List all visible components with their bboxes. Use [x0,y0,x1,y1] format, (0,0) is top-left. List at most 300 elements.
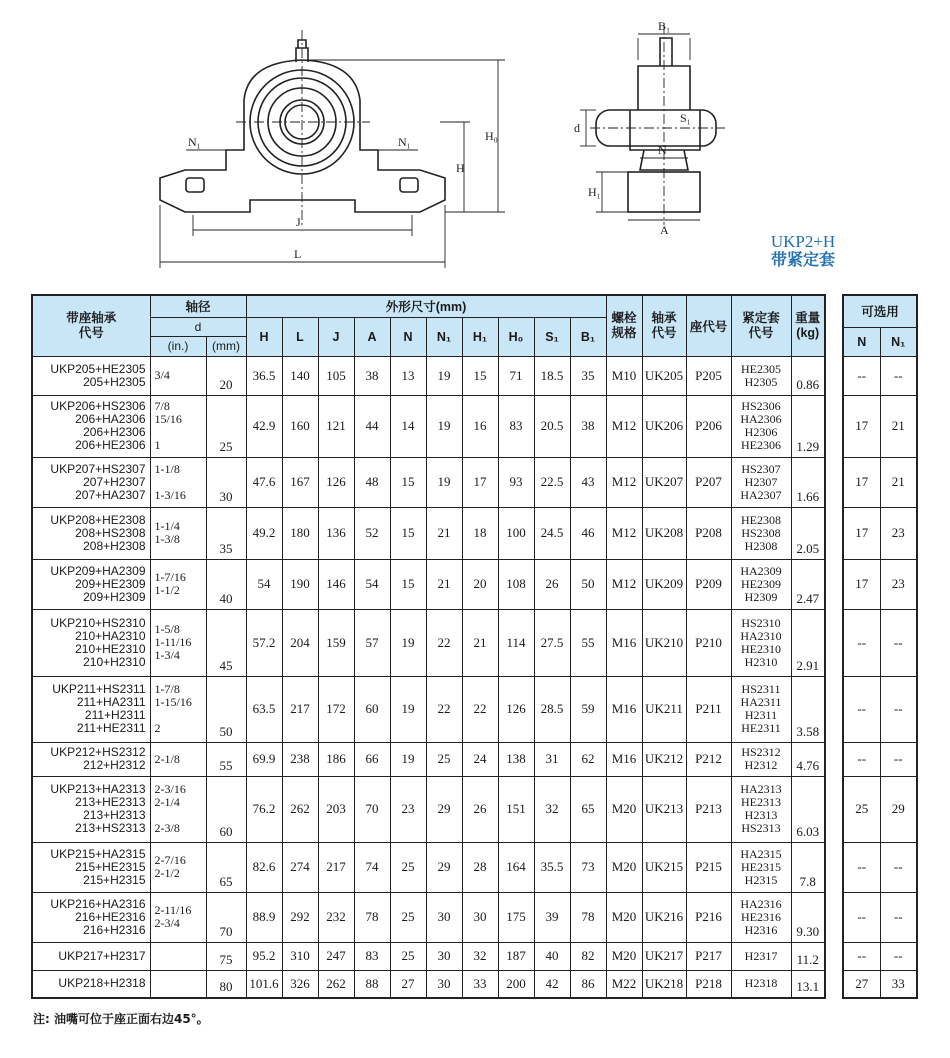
cell-s1: 32 [534,776,570,842]
cell-bearing: UK207 [642,457,686,507]
cell-sleeve: H2318 [731,970,791,998]
cell-n1: 19 [426,356,462,395]
spec-table [31,294,826,999]
cell-bolt: M20 [606,892,642,942]
cell-model: UKP209+HA2309 209+HE2309 209+H2309 [32,559,150,609]
header-col-b1: B₁ [570,317,606,356]
header-shaft: 轴径 [150,295,246,317]
label-l: L [294,247,302,261]
cell-weight: 7.8 [791,842,825,892]
cell-j: 121 [318,395,354,457]
cell-j: 186 [318,742,354,776]
cell-bearing: UK216 [642,892,686,942]
cell-bearing: UK217 [642,942,686,970]
cell-weight: 9.30 [791,892,825,942]
cell-n1: 30 [426,892,462,942]
cell-optional-n1: -- [880,356,917,395]
cell-optional-n: -- [843,742,880,776]
cell-inch: 1-7/16 1-1/2 [150,559,206,609]
cell-optional-n: -- [843,892,880,942]
cell-n1: 30 [426,970,462,998]
cell-b1: 38 [570,395,606,457]
cell-inch [150,970,206,998]
cell-housing: P218 [686,970,731,998]
cell-a: 70 [354,776,390,842]
cell-h1: 24 [462,742,498,776]
cell-s1: 42 [534,970,570,998]
cell-bearing: UK210 [642,609,686,676]
cell-a: 52 [354,507,390,559]
cell-s1: 20.5 [534,395,570,457]
cell-h0: 114 [498,609,534,676]
cell-bolt: M20 [606,776,642,842]
cell-bolt: M22 [606,970,642,998]
header-col-l: L [282,317,318,356]
optional-col-n: N [843,327,880,356]
cell-s1: 31 [534,742,570,776]
cell-optional-n: -- [843,356,880,395]
cell-j: 217 [318,842,354,892]
cell-b1: 55 [570,609,606,676]
cell-optional-n1: 21 [880,395,917,457]
table-row [32,356,825,395]
cell-sleeve: HE2308 HS2308 H2308 [731,507,791,559]
cell-b1: 65 [570,776,606,842]
model-title-block [748,232,858,269]
table-row [843,970,917,998]
cell-bearing: UK209 [642,559,686,609]
cell-n: 14 [390,395,426,457]
table-row [32,892,825,942]
cell-weight: 11.2 [791,942,825,970]
cell-housing: P208 [686,507,731,559]
cell-housing: P210 [686,609,731,676]
cell-inch: 3/4 [150,356,206,395]
cell-j: 172 [318,676,354,742]
cell-h: 57.2 [246,609,282,676]
table-row [32,742,825,776]
cell-inch: 1-1/4 1-3/8 [150,507,206,559]
cell-h0: 108 [498,559,534,609]
cell-h: 47.6 [246,457,282,507]
cell-s1: 28.5 [534,676,570,742]
table-row [843,892,917,942]
cell-h1: 32 [462,942,498,970]
cell-optional-n: 17 [843,559,880,609]
cell-inch: 2-7/16 2-1/2 [150,842,206,892]
cell-housing: P213 [686,776,731,842]
cell-optional-n1: -- [880,676,917,742]
label-h0: H₀ [485,129,498,143]
label-a: A [660,223,669,237]
table-row [32,507,825,559]
cell-h1: 26 [462,776,498,842]
cell-n: 27 [390,970,426,998]
cell-housing: P207 [686,457,731,507]
cell-inch: 2-11/16 2-3/4 [150,892,206,942]
optional-col-n1: N₁ [880,327,917,356]
cell-h0: 175 [498,892,534,942]
header-model: 带座轴承 代号 [32,295,150,356]
cell-n: 19 [390,742,426,776]
cell-h1: 16 [462,395,498,457]
cell-optional-n1: -- [880,842,917,892]
cell-b1: 62 [570,742,606,776]
cell-b1: 50 [570,559,606,609]
cell-h1: 21 [462,609,498,676]
header-col-n: N [390,317,426,356]
cell-weight: 2.05 [791,507,825,559]
cell-l: 167 [282,457,318,507]
cell-bolt: M16 [606,676,642,742]
cell-sleeve: HS2306 HA2306 H2306 HE2306 [731,395,791,457]
cell-model: UKP211+HS2311 211+HA2311 211+H2311 211+HE2311 [32,676,150,742]
cell-h0: 93 [498,457,534,507]
cell-bearing: UK215 [642,842,686,892]
table-row [32,970,825,998]
table-row [32,609,825,676]
cell-optional-n1: 33 [880,970,917,998]
cell-l: 262 [282,776,318,842]
cell-sleeve: HA2315 HE2315 H2315 [731,842,791,892]
cell-housing: P212 [686,742,731,776]
label-d: d [574,121,580,135]
cell-sleeve: HA2316 HE2316 H2316 [731,892,791,942]
cell-inch: 2-3/16 2-1/4 2-3/8 [150,776,206,842]
cell-inch: 2-1/8 [150,742,206,776]
cell-mm: 70 [206,892,246,942]
cell-l: 310 [282,942,318,970]
cell-weight: 3.58 [791,676,825,742]
optional-title: 可选用 [843,295,917,327]
table-row [843,842,917,892]
cell-mm: 20 [206,356,246,395]
cell-sleeve: H2317 [731,942,791,970]
cell-optional-n1: -- [880,892,917,942]
cell-optional-n1: -- [880,609,917,676]
table-row [843,457,917,507]
table-row [843,356,917,395]
cell-h0: 100 [498,507,534,559]
cell-optional-n: -- [843,676,880,742]
cell-s1: 35.5 [534,842,570,892]
cell-h: 36.5 [246,356,282,395]
cell-weight: 6.03 [791,776,825,842]
cell-n: 23 [390,776,426,842]
cell-weight: 2.91 [791,609,825,676]
cell-weight: 1.29 [791,395,825,457]
table-row [843,676,917,742]
cell-n: 15 [390,507,426,559]
cell-n1: 22 [426,609,462,676]
cell-a: 88 [354,970,390,998]
cell-bearing: UK205 [642,356,686,395]
cell-a: 54 [354,559,390,609]
cell-a: 83 [354,942,390,970]
cell-h0: 164 [498,842,534,892]
cell-h: 82.6 [246,842,282,892]
cell-s1: 39 [534,892,570,942]
cell-h1: 17 [462,457,498,507]
cell-weight: 1.66 [791,457,825,507]
cell-n: 25 [390,892,426,942]
cell-bolt: M16 [606,742,642,776]
cell-s1: 24.5 [534,507,570,559]
cell-s1: 22.5 [534,457,570,507]
cell-a: 38 [354,356,390,395]
cell-optional-n: 17 [843,395,880,457]
cell-n1: 19 [426,457,462,507]
header-mm: (mm) [206,336,246,356]
cell-bolt: M20 [606,942,642,970]
cell-b1: 78 [570,892,606,942]
cell-a: 60 [354,676,390,742]
cell-j: 247 [318,942,354,970]
cell-h0: 200 [498,970,534,998]
cell-l: 292 [282,892,318,942]
cell-h0: 187 [498,942,534,970]
cell-optional-n1: 29 [880,776,917,842]
cell-weight: 2.47 [791,559,825,609]
cell-b1: 35 [570,356,606,395]
cell-j: 262 [318,970,354,998]
cell-j: 203 [318,776,354,842]
header-col-h1: H₁ [462,317,498,356]
cell-bolt: M20 [606,842,642,892]
cell-optional-n: 27 [843,970,880,998]
cell-n: 25 [390,842,426,892]
cell-housing: P209 [686,559,731,609]
cell-sleeve: HS2311 HA2311 H2311 HE2311 [731,676,791,742]
cell-l: 204 [282,609,318,676]
cell-a: 78 [354,892,390,942]
cell-h0: 83 [498,395,534,457]
cell-h: 88.9 [246,892,282,942]
cell-model: UKP212+HS2312 212+H2312 [32,742,150,776]
cell-j: 126 [318,457,354,507]
cell-bearing: UK206 [642,395,686,457]
cell-s1: 40 [534,942,570,970]
cell-b1: 86 [570,970,606,998]
label-h: H [456,161,465,175]
cell-bearing: UK212 [642,742,686,776]
cell-optional-n1: -- [880,942,917,970]
cell-bearing: UK211 [642,676,686,742]
cell-mm: 40 [206,559,246,609]
cell-bolt: M12 [606,395,642,457]
header-col-h: H [246,317,282,356]
cell-h1: 20 [462,559,498,609]
cell-mm: 25 [206,395,246,457]
cell-h1: 18 [462,507,498,559]
cell-housing: P216 [686,892,731,942]
header-d: d [150,317,246,336]
cell-weight: 4.76 [791,742,825,776]
cell-optional-n: 17 [843,457,880,507]
table-row [32,776,825,842]
cell-mm: 50 [206,676,246,742]
cell-s1: 26 [534,559,570,609]
cell-bolt: M16 [606,609,642,676]
cell-h1: 33 [462,970,498,998]
cell-l: 274 [282,842,318,892]
cell-h0: 151 [498,776,534,842]
cell-h0: 126 [498,676,534,742]
header-col-n1: N₁ [426,317,462,356]
cell-optional-n: -- [843,609,880,676]
cell-n: 19 [390,609,426,676]
header-weight: 重量 (kg) [791,295,825,356]
header-bearing: 轴承 代号 [642,295,686,356]
cell-n: 19 [390,676,426,742]
cell-h1: 30 [462,892,498,942]
optional-table-body [843,356,917,998]
cell-j: 232 [318,892,354,942]
cell-housing: P205 [686,356,731,395]
cell-b1: 59 [570,676,606,742]
cell-optional-n1: -- [880,742,917,776]
cell-housing: P211 [686,676,731,742]
cell-s1: 27.5 [534,609,570,676]
cell-l: 140 [282,356,318,395]
cell-a: 57 [354,609,390,676]
label-h1: H₁ [588,185,601,199]
cell-mm: 55 [206,742,246,776]
footnote: 注: 油嘴可位于座正面右边45°。 [33,1012,209,1026]
table-row [32,559,825,609]
cell-model: UKP207+HS2307 207+H2307 207+HA2307 [32,457,150,507]
header-col-h0: H₀ [498,317,534,356]
cell-h: 54 [246,559,282,609]
label-n1-right: N₁ [398,135,411,149]
cell-b1: 73 [570,842,606,892]
cell-inch [150,942,206,970]
cell-n: 15 [390,457,426,507]
cell-optional-n1: 23 [880,559,917,609]
cell-l: 217 [282,676,318,742]
cell-model: UKP217+H2317 [32,942,150,970]
cell-n1: 21 [426,559,462,609]
cell-n: 25 [390,942,426,970]
cell-l: 160 [282,395,318,457]
cell-optional-n: -- [843,942,880,970]
cell-inch: 7/8 15/16 1 [150,395,206,457]
cell-model: UKP213+HA2313 213+HE2313 213+H2313 213+HS2313 [32,776,150,842]
table-row [843,395,917,457]
cell-h: 95.2 [246,942,282,970]
cell-h1: 28 [462,842,498,892]
label-b1: B₁ [658,19,671,33]
cell-j: 136 [318,507,354,559]
cell-model: UKP206+HS2306 206+HA2306 206+H2306 206+HE2306 [32,395,150,457]
table-row [32,942,825,970]
table-row [32,457,825,507]
label-s1: S₁ [680,111,691,125]
cell-sleeve: HE2305 H2305 [731,356,791,395]
cell-optional-n1: 23 [880,507,917,559]
cell-optional-n: 25 [843,776,880,842]
cell-h: 69.9 [246,742,282,776]
cell-a: 66 [354,742,390,776]
cell-housing: P217 [686,942,731,970]
cell-inch: 1-1/8 1-3/16 [150,457,206,507]
cell-l: 180 [282,507,318,559]
cell-inch: 1-5/8 1-11/16 1-3/4 [150,609,206,676]
cell-b1: 46 [570,507,606,559]
cell-bolt: M12 [606,559,642,609]
cell-model: UKP205+HE2305 205+H2305 [32,356,150,395]
cell-l: 190 [282,559,318,609]
table-row [32,676,825,742]
cell-weight: 0.86 [791,356,825,395]
cell-j: 105 [318,356,354,395]
cell-n: 13 [390,356,426,395]
table-row [843,559,917,609]
cell-n1: 25 [426,742,462,776]
cell-b1: 43 [570,457,606,507]
cell-a: 44 [354,395,390,457]
cell-bolt: M12 [606,507,642,559]
cell-sleeve: HS2307 H2307 HA2307 [731,457,791,507]
cell-n1: 30 [426,942,462,970]
table-row [32,842,825,892]
cell-n1: 19 [426,395,462,457]
cell-inch: 1-7/8 1-15/16 2 [150,676,206,742]
cell-n1: 29 [426,842,462,892]
cell-a: 74 [354,842,390,892]
cell-weight: 13.1 [791,970,825,998]
cell-h1: 15 [462,356,498,395]
cell-model: UKP216+HA2316 216+HE2316 216+H2316 [32,892,150,942]
model-description: 带紧定套 [770,250,835,269]
cell-mm: 75 [206,942,246,970]
cell-bearing: UK213 [642,776,686,842]
cell-optional-n1: 21 [880,457,917,507]
header-col-j: J [318,317,354,356]
header-bolt: 螺栓 规格 [606,295,642,356]
cell-bearing: UK208 [642,507,686,559]
table-row [843,507,917,559]
cell-sleeve: HS2310 HA2310 HE2310 H2310 [731,609,791,676]
cell-mm: 30 [206,457,246,507]
spec-table-body [32,356,825,998]
cell-optional-n: 17 [843,507,880,559]
label-n1-left: N₁ [188,135,201,149]
header-col-a: A [354,317,390,356]
header-in: (in.) [150,336,206,356]
cell-sleeve: HA2309 HE2309 H2309 [731,559,791,609]
cell-sleeve: HS2312 H2312 [731,742,791,776]
model-name: UKP2+H [770,232,836,251]
table-row [843,609,917,676]
cell-j: 146 [318,559,354,609]
cell-mm: 35 [206,507,246,559]
header-col-s1: S₁ [534,317,570,356]
cell-l: 326 [282,970,318,998]
cell-model: UKP215+HA2315 215+HE2315 215+H2315 [32,842,150,892]
optional-table [842,294,918,999]
header-sleeve: 紧定套 代号 [731,295,791,356]
cell-model: UKP208+HE2308 208+HS2308 208+H2308 [32,507,150,559]
cell-n1: 22 [426,676,462,742]
cell-h: 63.5 [246,676,282,742]
cell-mm: 65 [206,842,246,892]
cell-h0: 71 [498,356,534,395]
cell-model: UKP218+H2318 [32,970,150,998]
cell-housing: P215 [686,842,731,892]
cell-n1: 21 [426,507,462,559]
label-j: J [296,215,301,229]
